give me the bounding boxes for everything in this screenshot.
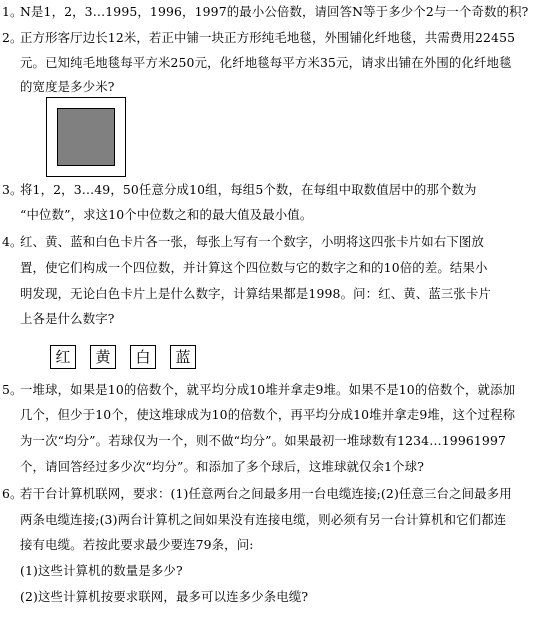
card-yellow: 黄 bbox=[90, 345, 116, 369]
problem-6-subquestion-2: (2)这些计算机按要求联网，最多可以连多少条电缆? bbox=[20, 589, 309, 604]
problem-5-line-3: 为一次“均分”。若球仅为一个，则不做“均分”。如果最初一堆球数有1234…19961997 bbox=[20, 433, 507, 448]
problem-4-line-4: 上各是什么数字? bbox=[20, 311, 115, 326]
card-blue: 蓝 bbox=[170, 345, 196, 369]
problem-2-line-2: 元。已知纯毛地毯每平方米250元，化纤地毯每平方米35元，请求出铺在外围的化纤地毯 bbox=[20, 55, 512, 70]
problem-4-line-2: 置，使它们构成一个四位数，并计算这个四位数与它的数字之和的10倍的差。结果小 bbox=[20, 260, 488, 275]
problem-6-subquestion-1: (1)这些计算机的数量是多少? bbox=[20, 563, 183, 578]
problem-1-line-1: N是1，2，3…1995，1996，1997的最小公倍数，请回答N等于多少个2与一个奇数的积? bbox=[20, 4, 529, 19]
carpet-figure-inner-square bbox=[57, 108, 115, 166]
problem-5-line-4: 个，请回答经过多少次“均分”。和添加了多个球后，这堆球就仅余1个球? bbox=[20, 459, 425, 474]
carpet-figure-outer-square bbox=[46, 97, 126, 177]
problem-6-number: 6。 bbox=[2, 486, 23, 501]
card-white: 白 bbox=[130, 345, 156, 369]
problem-4-number: 4。 bbox=[2, 234, 23, 249]
problem-5-number: 5。 bbox=[2, 382, 23, 397]
problem-6-line-2: 两条电缆连接;(3)两台计算机之间如果没有连接电缆，则必须有另一台计算机和它们都连 bbox=[20, 512, 507, 527]
problem-2-line-3: 的宽度是多少米? bbox=[20, 79, 115, 94]
problem-4-line-3: 明发现，无论白色卡片上是什么数字，计算结果都是1998。问：红、黄、蓝三张卡片 bbox=[20, 286, 492, 301]
card-red: 红 bbox=[50, 345, 76, 369]
problem-4-line-1: 红、黄、蓝和白色卡片各一张，每张上写有一个数字，小明将这四张卡片如右下图放 bbox=[20, 234, 485, 249]
problem-3-number: 3。 bbox=[2, 182, 23, 197]
problem-6-line-3: 接有电缆。若按此要求最少要连79条，问: bbox=[20, 537, 254, 552]
problem-3-line-2: “中位数”，求这10个中位数之和的最大值及最小值。 bbox=[20, 207, 313, 222]
problem-1-number: 1。 bbox=[2, 4, 23, 19]
problem-5-line-1: 一堆球，如果是10的倍数个，就平均分成10堆并拿走9堆。如果不是10的倍数个，就添加 bbox=[20, 382, 516, 397]
problem-5-line-2: 几个，但少于10个，使这堆球成为10的倍数个，再平均分成10堆并拿走9堆，这个过程称 bbox=[20, 407, 516, 422]
problem-2-line-1: 正方形客厅边长12米，若正中铺一块正方形纯毛地毯，外围铺化纤地毯，共需费用22455 bbox=[20, 30, 516, 45]
problem-2-number: 2。 bbox=[2, 30, 23, 45]
problem-6-line-1: 若干台计算机联网，要求：(1)任意两台之间最多用一台电缆连接;(2)任意三台之间最多用 bbox=[20, 486, 512, 501]
problem-3-line-1: 将1，2，3…49，50任意分成10组，每组5个数，在每组中取数值居中的那个数为 bbox=[20, 182, 477, 197]
